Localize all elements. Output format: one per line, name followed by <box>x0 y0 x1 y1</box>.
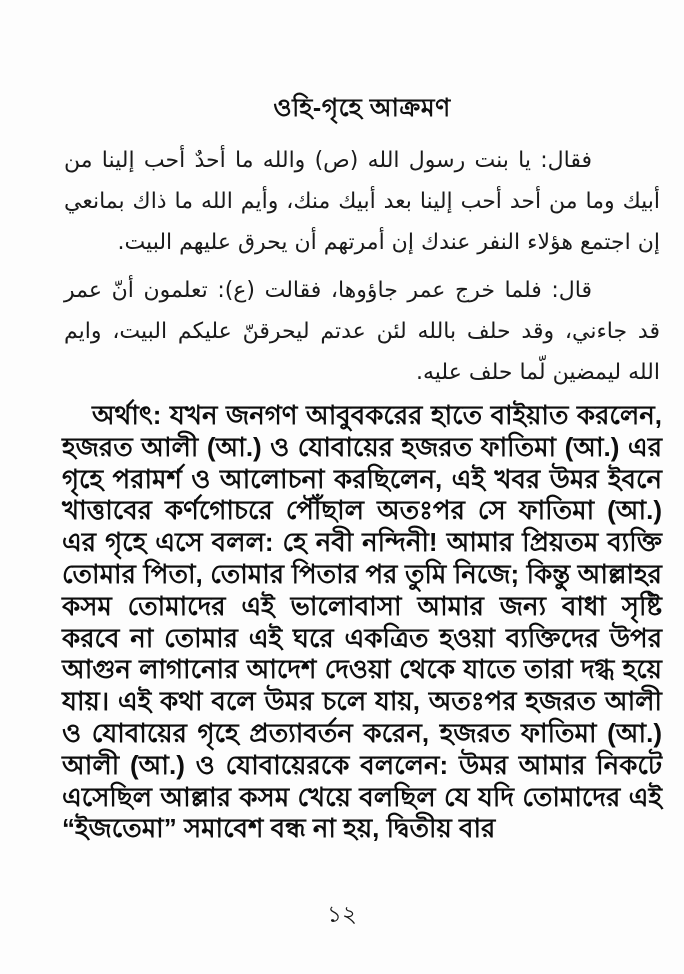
bengali-translation-block <box>62 400 662 845</box>
page-number: ১২ <box>327 901 357 927</box>
arabic-paragraph-1: فقال: يا بنت رسول الله (ص) والله ما أحدٌ أحب إلينا من أبيك وما من أحد أحب إلينا بعد أبيك منك، وأيم الله ما ذاك بمانعي إن اجتمع هؤلاء النفر عندك إن أمرتهم أن يحرق عليهم البيت. <box>64 148 660 255</box>
arabic-paragraph-2: قال: فلما خرج عمر جاؤوها، فقالت (ع): تعلمون أنّ عمر قد جاءني، وقد حلف بالله لئن عدتم ليحرقنّ عليكم البيت، وايم الله ليمضين لّما حلف عليه. <box>64 278 660 385</box>
bengali-paragraph: অর্থাৎ: যখন জনগণ আবুবকরের হাতে বাইয়াত করলেন, হজরত আলী (আ.) ও যোবায়ের হজরত ফাতিমা (আ.) এর গৃহে পরামর্শ ও আলোচনা করছিলেন, এই খবর উমর ইবনে খাত্তাবের কর্ণগোচরে পৌঁছাল অতঃপর সে ফাতিমা (আ.) এর গৃহে এসে বলল: হে নবী নন্দিনী! আমার প্রিয়তম ব্যক্তি তোমার পিতা, তোমার পিতার পর তুমি নিজে; কিন্তু আল্লাহর কসম তোমাদের এই ভালোবাসা আমার জন্য বাধা সৃষ্টি করবে না তোমার এই ঘরে একত্রিত হওয়া ব্যক্তিদের উপর আগুন লাগানোর আদেশ দেওয়া থেকে যাতে তারা দগ্ধ হয়ে যায়। এই কথা বলে উমর চলে যায়, অতঃপর হজরত আলী ও যোবায়ের গৃহে প্রত্যাবর্তন করেন, হজরত ফাতিমা (আ.) আলী (আ.) ও যোবায়েরকে বললেন: উমর আমার নিকটে এসেছিল আল্লার কসম খেয়ে বলছিল যে যদি তোমাদের এই “ইজতেমা” সমাবেশ বন্ধ না হয়, দ্বিতীয় বার <box>62 400 662 844</box>
page-title: ওহি-গৃহে আক্রমণ <box>273 94 451 122</box>
arabic-quotation-block <box>64 140 660 393</box>
